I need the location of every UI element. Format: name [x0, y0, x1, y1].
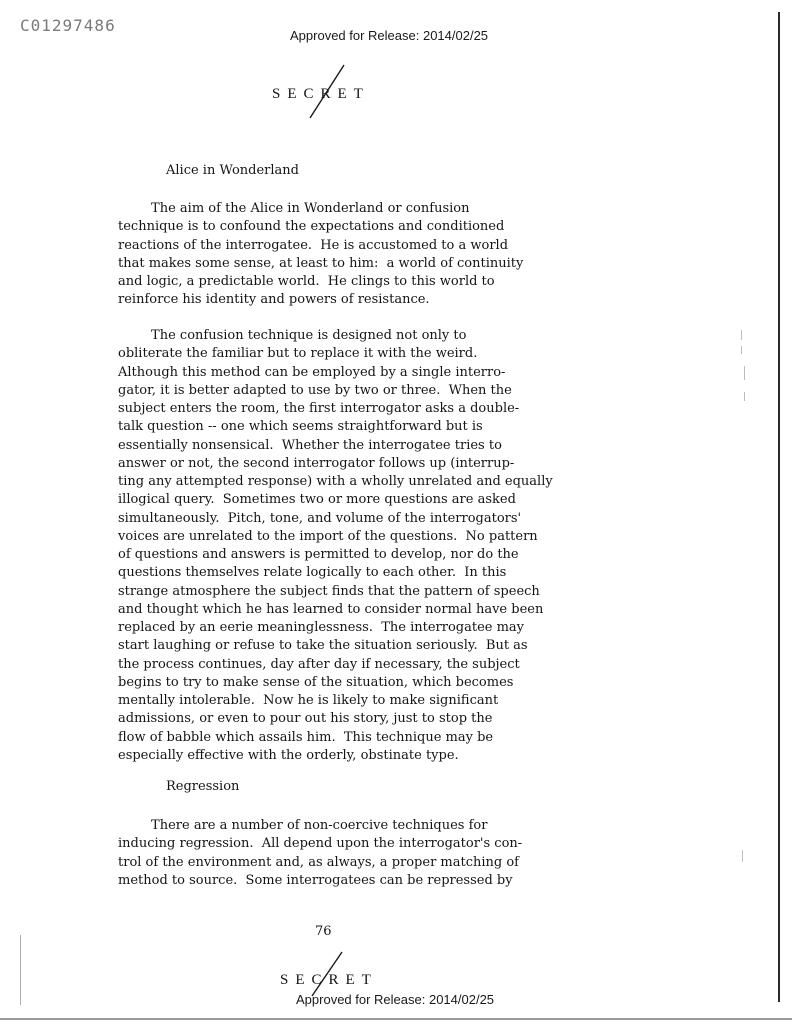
margin-mark [742, 850, 743, 862]
section-heading-alice: Alice in Wonderland [166, 163, 299, 178]
classification-marking-bottom: SECRET [280, 972, 378, 988]
page-number: 76 [315, 924, 332, 939]
paragraph-3: There are a number of non-coercive techniques for inducing regression. All depend upon the interrogator's con- trol of the environment and, as always, a proper matching of method to source. Some interrogatees can be repressed by [118, 818, 523, 888]
strikethrough-mark-top [302, 62, 350, 122]
paragraph-1: The aim of the Alice in Wonderland or confusion technique is to confound the expectations and conditioned reactions of the interrogatee. He is accustomed to a world that makes some sense, at least to him: a world of continuity and logic, a predictable world. He clings to this world to reinforce his identity and powers of resistance. [118, 201, 524, 308]
paragraph-2: The confusion technique is designed not only to obliterate the familiar but to replace it with the weird. Although this method can be employed by a single interro- gator, it is better adapted to use by two or three. When the subject enters the room, the first interrogator asks a double- talk question -- one which seems straightforward but is essentially nonsensical. Whether the interrogatee tries to answer or not, the second interrogator follows up (interrup- ting any attempted response) with a wholly unrelated and equally illogical query. Sometimes two or more questions are asked simultaneously. Pitch, tone, and volume of the interrogators' voices are unrelated to the import of the questions. No pattern of questions and answers is permitted to develop, nor do the questions themselves relate logically to each other. In this strange atmosphere the subject finds that the pattern of speech and thought which he has learned to consider normal have been replaced by an eerie meaninglessness. The interrogatee may start laughing or refuse to take the situation seriously. But as the process continues, day after day if necessary, the subject begins to try to make sense of the situation, which becomes mentally intolerable. Now he is likely to make significant admissions, or even to pour out his story, just to stop the flow of babble which assails him. This technique may be especially effective with the orderly, obstinate type. [118, 328, 553, 763]
margin-mark [741, 330, 742, 340]
document-id: C01297486 [20, 16, 116, 35]
release-stamp-top: Approved for Release: 2014/02/25 [290, 28, 489, 43]
release-stamp-bottom: Approved for Release: 2014/02/25 [296, 992, 495, 1007]
scan-edge-line-right [778, 12, 780, 1002]
margin-mark [744, 392, 745, 401]
scan-edge-line-bottom [0, 1018, 792, 1020]
margin-mark [741, 346, 742, 354]
margin-mark [744, 366, 745, 380]
classification-marking-top: SECRET [272, 86, 370, 102]
section-heading-regression: Regression [166, 779, 240, 794]
scan-edge-line-left [20, 935, 21, 1005]
